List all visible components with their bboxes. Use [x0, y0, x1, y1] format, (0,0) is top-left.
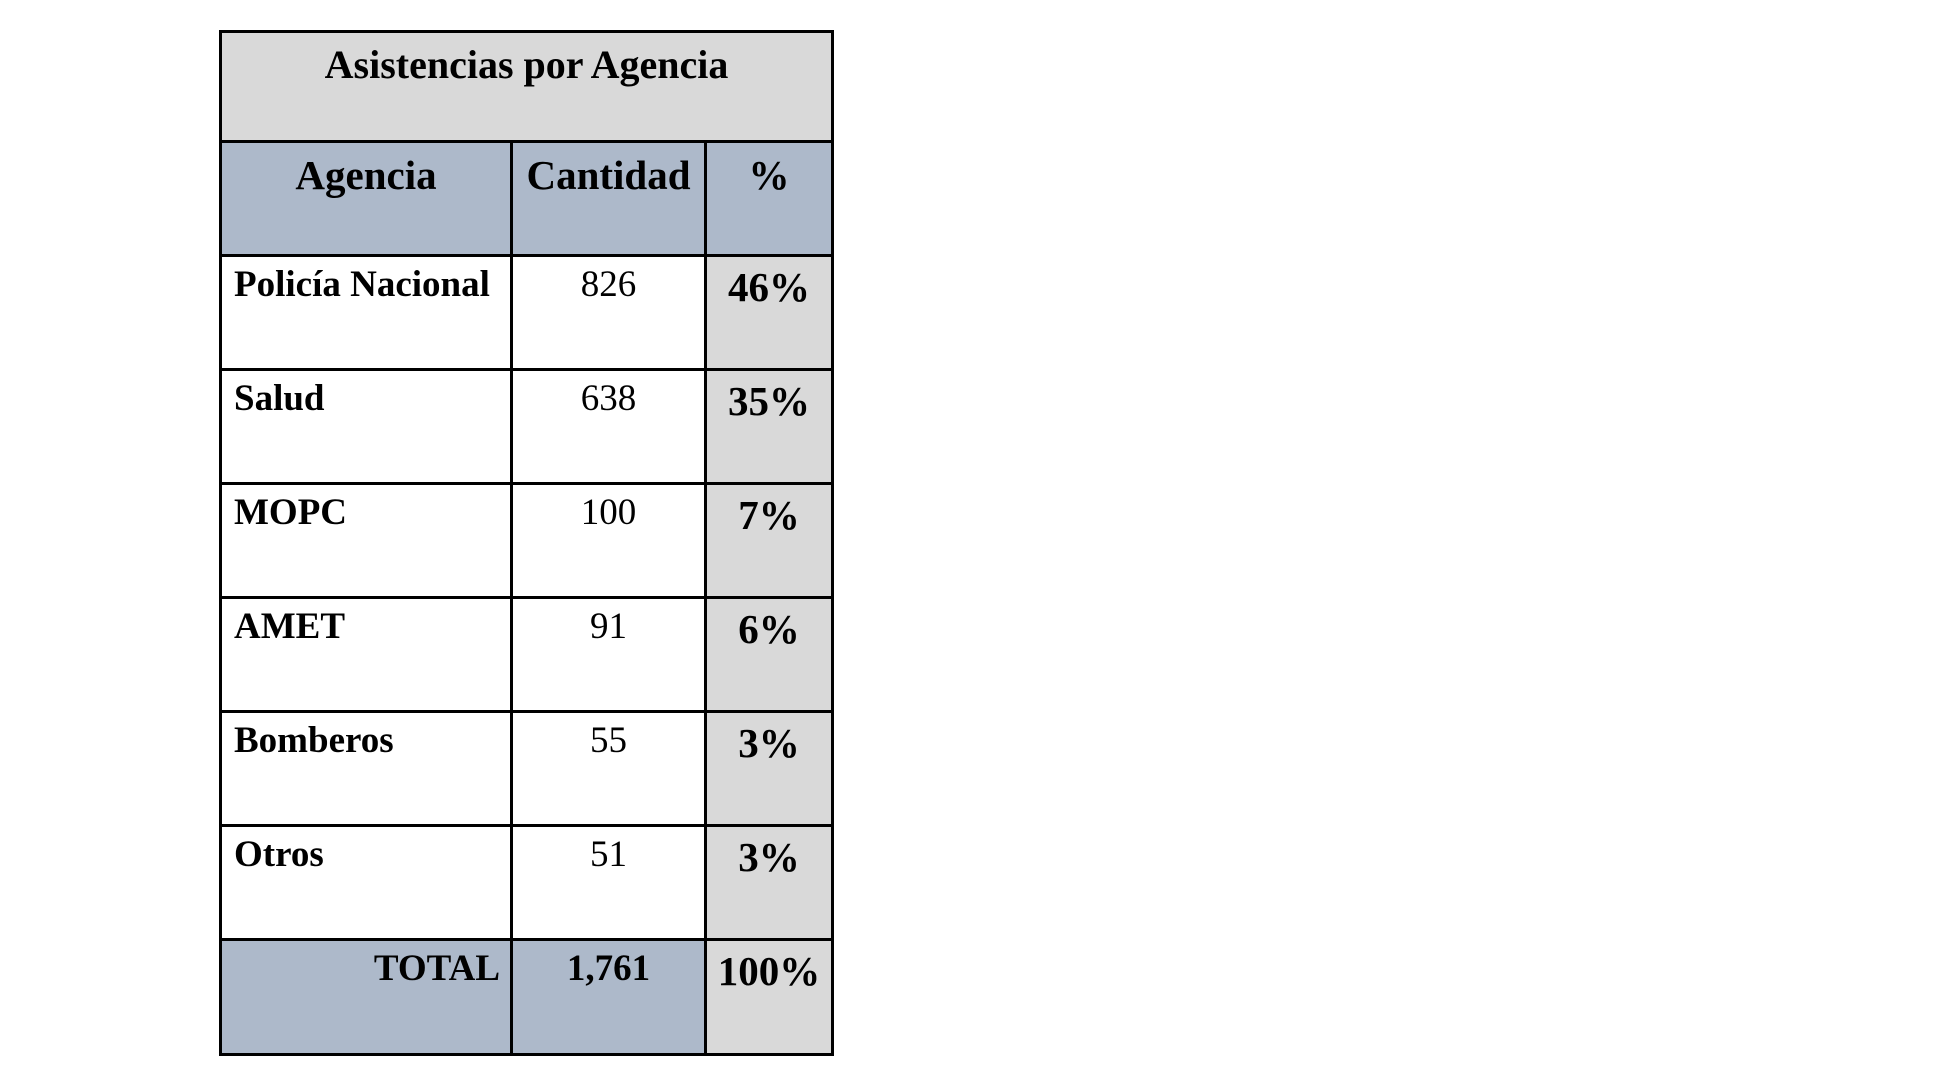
asistencias-table [219, 30, 834, 1056]
header-percent: % [706, 142, 833, 256]
agency-cell: Otros [221, 826, 512, 940]
total-percent: 100% [706, 940, 833, 1055]
percent-cell: 7% [706, 484, 833, 598]
quantity-cell: 91 [512, 598, 706, 712]
agency-cell: Salud [221, 370, 512, 484]
title-row [221, 32, 833, 142]
quantity-cell: 51 [512, 826, 706, 940]
quantity-cell: 100 [512, 484, 706, 598]
table-row [221, 826, 833, 940]
agency-cell: Bomberos [221, 712, 512, 826]
total-row [221, 940, 833, 1055]
percent-cell: 3% [706, 712, 833, 826]
header-row [221, 142, 833, 256]
quantity-cell: 55 [512, 712, 706, 826]
header-agency: Agencia [221, 142, 512, 256]
table-row [221, 598, 833, 712]
quantity-cell: 638 [512, 370, 706, 484]
table-row [221, 256, 833, 370]
table-container [219, 30, 834, 1056]
agency-cell: Policía Nacional [221, 256, 512, 370]
percent-cell: 46% [706, 256, 833, 370]
table-row [221, 484, 833, 598]
total-quantity: 1,761 [512, 940, 706, 1055]
header-quantity: Cantidad [512, 142, 706, 256]
percent-cell: 3% [706, 826, 833, 940]
table-row [221, 712, 833, 826]
agency-cell: AMET [221, 598, 512, 712]
total-label: TOTAL [221, 940, 512, 1055]
agency-cell: MOPC [221, 484, 512, 598]
table-title: Asistencias por Agencia [221, 32, 833, 142]
quantity-cell: 826 [512, 256, 706, 370]
percent-cell: 35% [706, 370, 833, 484]
table-row [221, 370, 833, 484]
percent-cell: 6% [706, 598, 833, 712]
